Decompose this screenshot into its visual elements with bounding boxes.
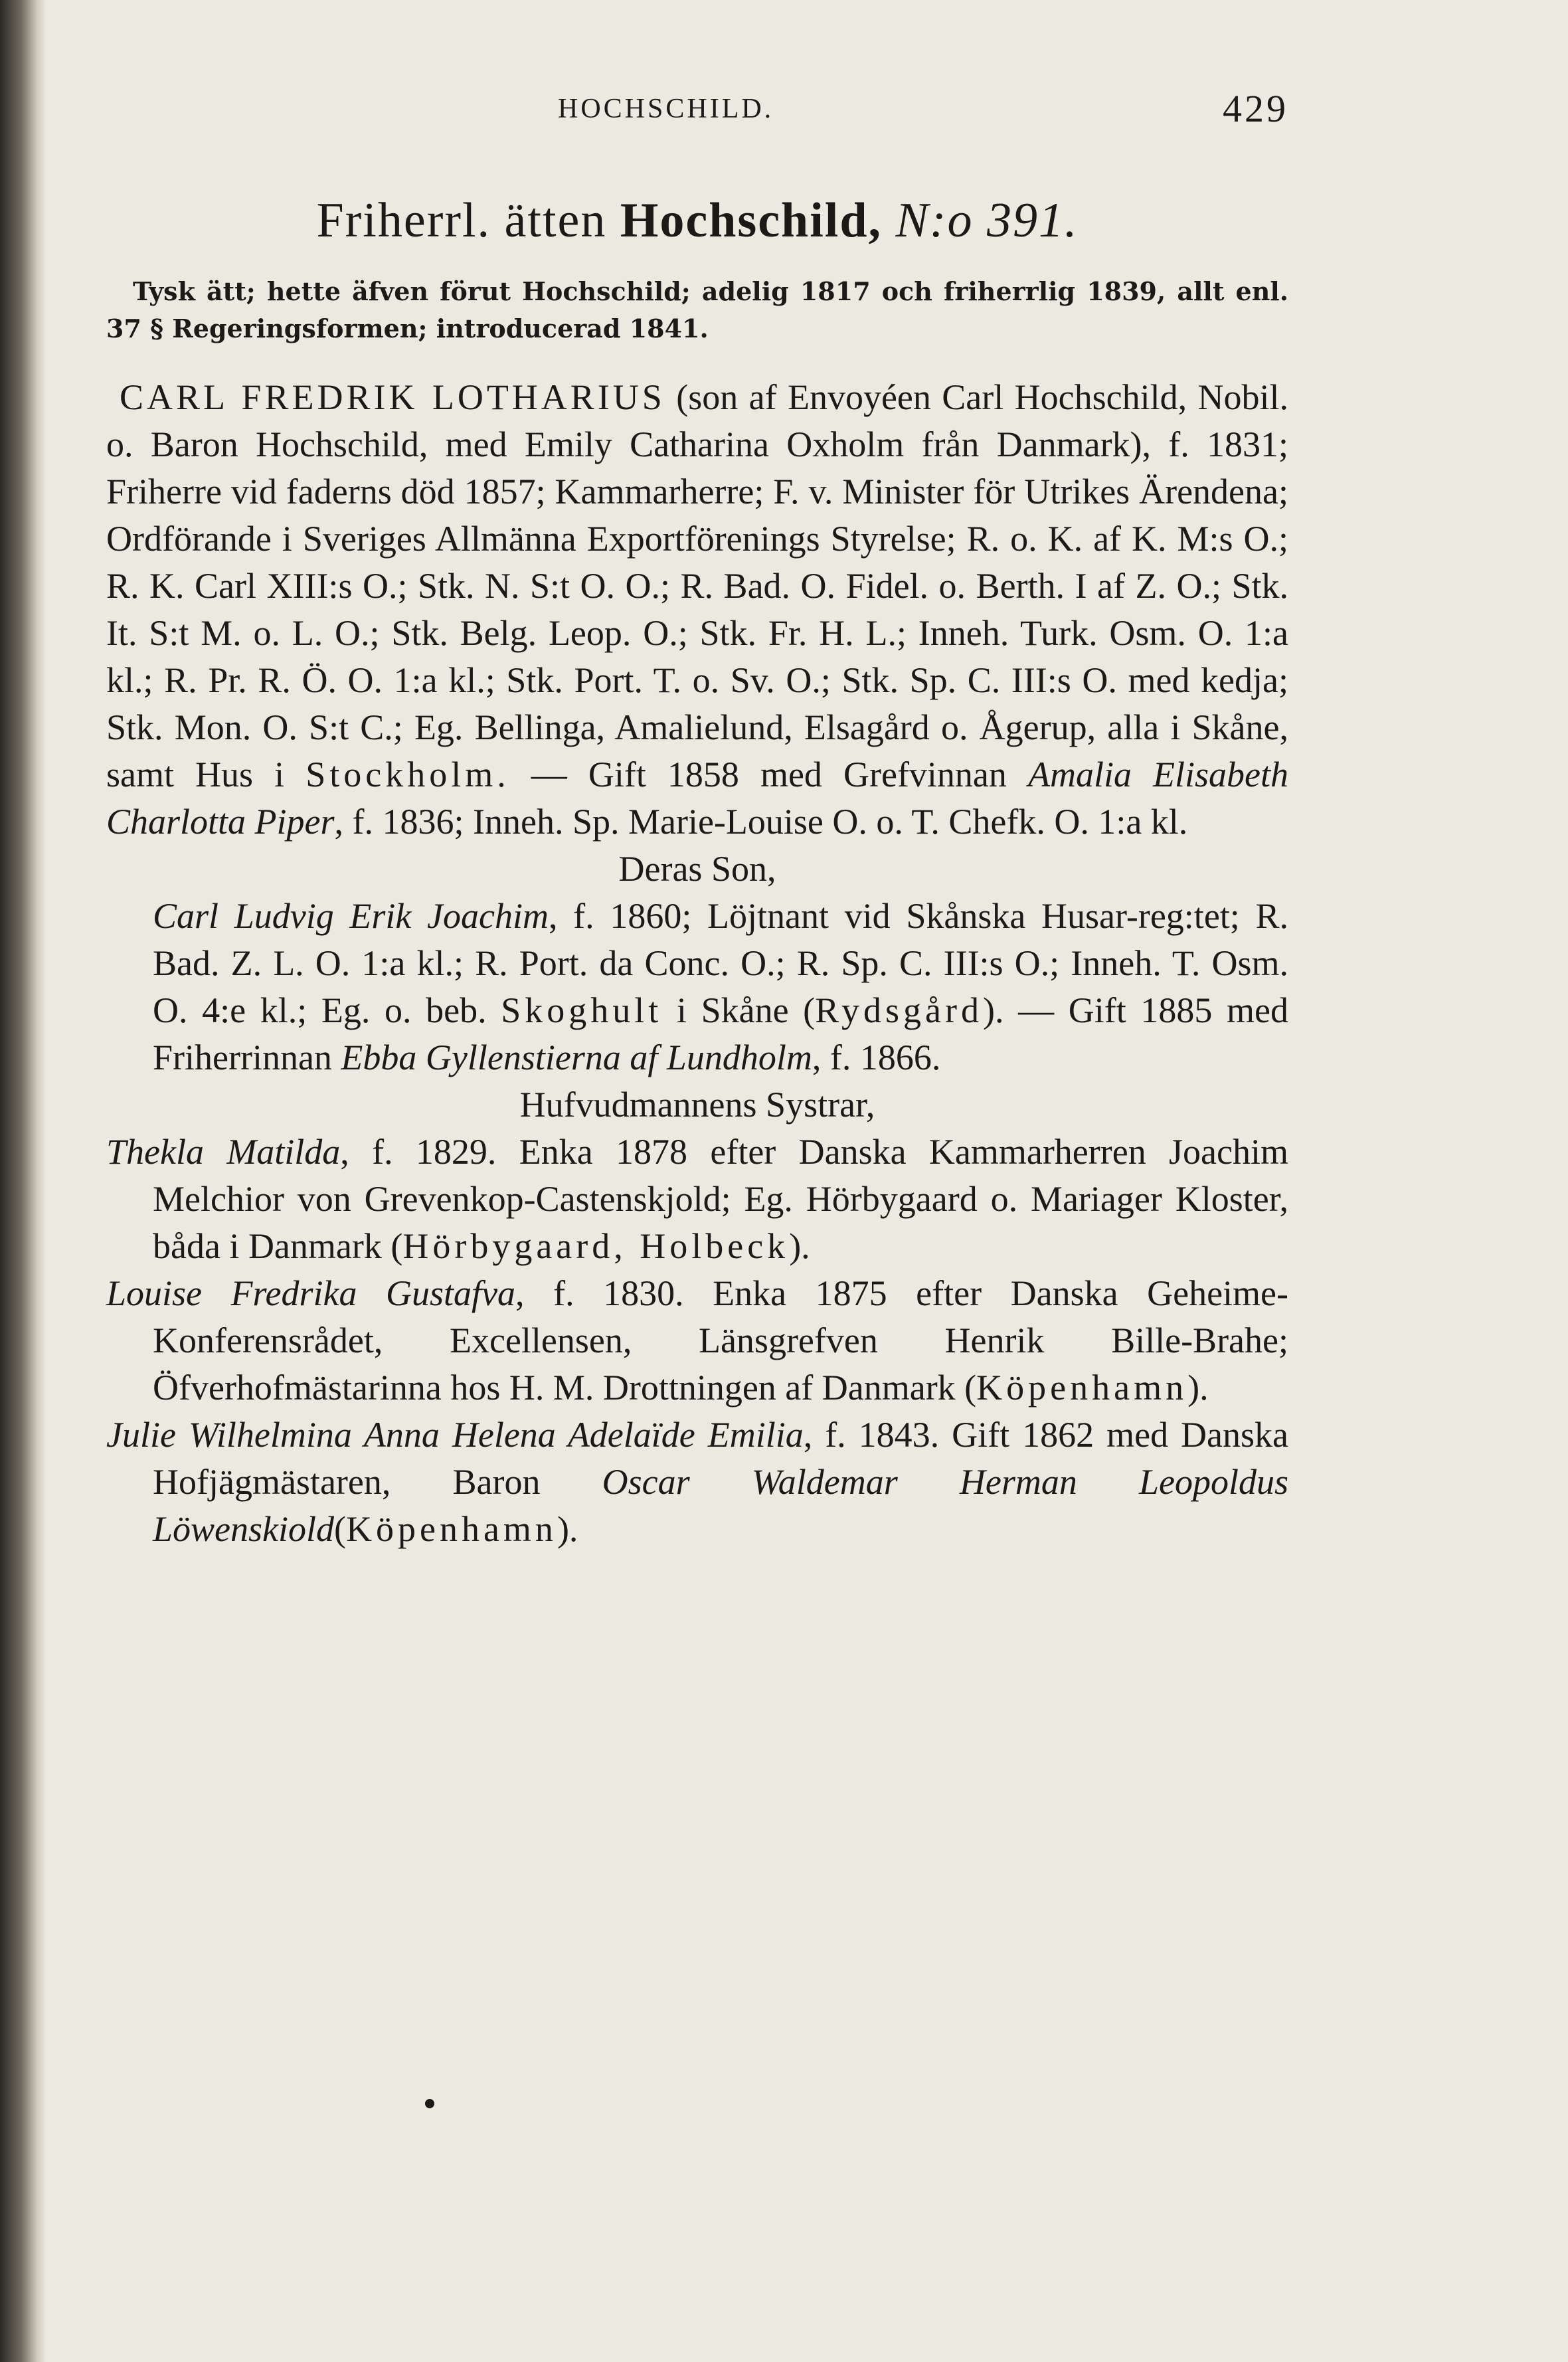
sister-entry: Thekla Matilda, f. 1829. Enka 1878 efter Danska Kammarherren Joachim Melchior von Grevenkop-Castenskjold; Eg. Hörbygaard o. Mariager Kloster, båda i Danmark (Hörbygaard, Holbeck). bbox=[106, 1132, 1288, 1266]
sister-entry: Julie Wilhelmina Anna Helena Adelaïde Emilia, f. 1843. Gift 1862 med Danska Hofjägmästaren, Baron Oscar Waldemar Herman Leopoldus Löwenskiold(Köpenhamn). bbox=[106, 1415, 1288, 1549]
head-of-family-entry: CARL FREDRIK LOTHARIUS (son af Envoyéen Carl Hochschild, Nobil. o. Baron Hochschild, med Emily Catharina Oxholm från Danmark), f. 1831; Friherre vid faderns död 1857; Kammarherre; F. v. Minister för Utrikes Ärendena; Ordförande i Sveriges Allmänna Exportförenings Styrelse; R. o. K. af K. M:s O.; R. K. Carl XIII:s O.; Stk. N. S:t O. O.; R. Bad. O. Fidel. o. Berth. I af Z. O.; Stk. It. S:t M. o. L. O.; Stk. Belg. Leop. O.; Stk. Fr. H. L.; Inneh. Turk. Osm. O. 1:a kl.; R. Pr. R. Ö. O. 1:a kl.; Stk. Port. T. o. Sv. O.; Stk. Sp. C. III:s O. med kedja; Stk. Mon. O. S:t C.; Eg. Bellinga, Amalielund, Elsagård o. Ågerup, alla i Skåne, samt Hus i Stockholm. — Gift 1858 med Grefvinnan Amalia Elisabeth Charlotta Piper, f. 1836; Inneh. Sp. Marie-Louise O. o. T. Chefk. O. 1:a kl. bbox=[106, 377, 1288, 842]
book-binding-edge bbox=[0, 0, 46, 2362]
sister-name: Julie Wilhelmina Anna Helena Adelaïde Emilia bbox=[106, 1415, 804, 1455]
son-heading: Deras Son, bbox=[618, 849, 776, 889]
sister-place: Köpenhamn bbox=[346, 1509, 557, 1549]
head-name: CARL FREDRIK LOTHARIUS bbox=[120, 377, 665, 417]
son-name: Carl Ludvig Erik Joachim bbox=[153, 896, 549, 936]
sister-place: Köpenhamn bbox=[976, 1368, 1188, 1408]
family-title bbox=[106, 193, 1288, 249]
running-head: HOCHSCHILD. bbox=[558, 94, 774, 124]
page-number: 429 bbox=[1223, 87, 1288, 130]
son-wife-name: Ebba Gyllenstierna af Lundholm bbox=[341, 1038, 812, 1077]
family-intro: Tysk ätt; hette äfven förut Hochschild; adelig 1817 och friherrlig 1839, allt enl. 37 § Regeringsformen; introducerad 1841. bbox=[106, 276, 1288, 343]
sisters-heading: Hufvudmannens Systrar, bbox=[519, 1085, 875, 1125]
family-name: Hochschild, bbox=[620, 193, 882, 248]
wife-name: Amalia Elisabeth Charlotta Piper bbox=[106, 755, 1288, 842]
sister-husband-name: Oscar Waldemar Herman Leopoldus Löwenskiold bbox=[153, 1462, 1288, 1549]
sister-entry: Louise Fredrika Gustafva, f. 1830. Enka 1875 efter Danska Geheime-Konferensrådet, Excellensen, Länsgrefven Henrik Bille-Brahe; Öfverhofmästarinna hos H. M. Drottningen af Danmark (Köpenhamn). bbox=[106, 1273, 1289, 1408]
residence-place: Stockholm. bbox=[305, 755, 510, 794]
sister-name: Thekla Matilda bbox=[106, 1132, 341, 1172]
title-prefix: Friherrl. ätten bbox=[316, 193, 620, 248]
book-page bbox=[106, 86, 1288, 1553]
son-entry: Carl Ludvig Erik Joachim, f. 1860; Löjtnant vid Skånska Husar-reg:tet; R. Bad. Z. L. O. 1:a kl.; R. Port. da Conc. O.; R. Sp. C. III:s O.; Inneh. T. Osm. O. 4:e kl.; Eg. o. beb. Skoghult i Skåne (Rydsgård). — Gift 1885 med Friherrinnan Ebba Gyllenstierna af Lundholm, f. 1866. bbox=[153, 896, 1288, 1077]
son-estate: Skoghult bbox=[501, 990, 663, 1030]
son-estate-2: Rydsgård bbox=[815, 990, 983, 1030]
ink-dot bbox=[425, 2099, 434, 2108]
sister-name: Louise Fredrika Gustafva bbox=[106, 1273, 516, 1313]
sister-place: Hörbygaard, Holbeck bbox=[402, 1226, 790, 1266]
family-number: N:o 391. bbox=[882, 193, 1079, 248]
page-header bbox=[106, 86, 1288, 166]
